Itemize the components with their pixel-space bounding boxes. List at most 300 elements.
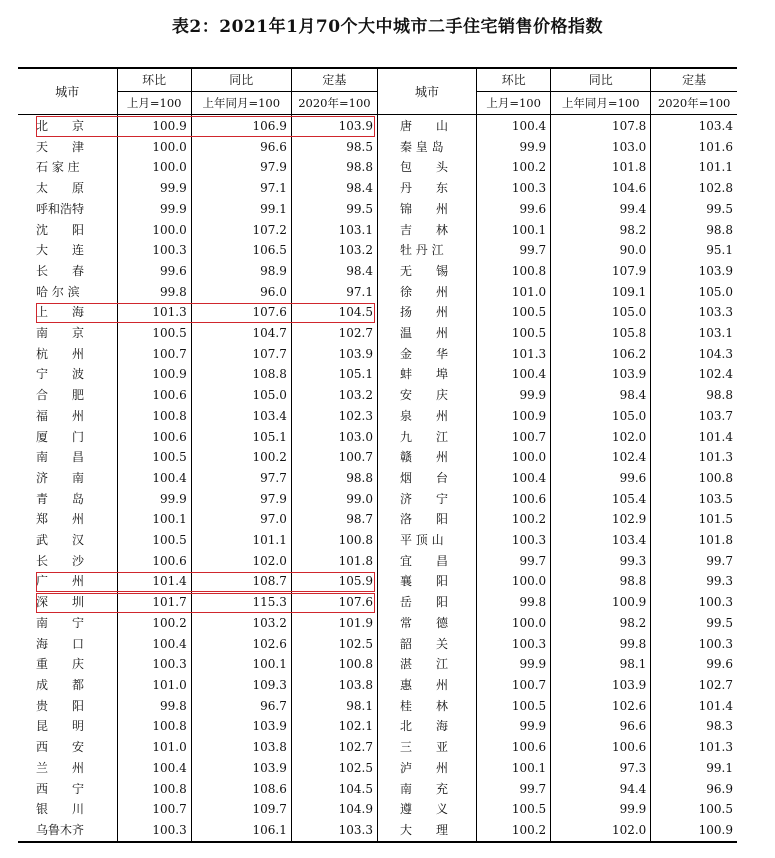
yoy-cell: 103.2 — [191, 613, 291, 634]
yoy-cell: 99.9 — [551, 799, 651, 820]
yoy-cell: 105.8 — [551, 323, 651, 344]
mom-cell: 100.6 — [477, 737, 551, 758]
fixed-cell: 99.3 — [706, 574, 733, 589]
mom-cell: 100.9 — [117, 115, 191, 137]
fixed-cell: 104.5 — [291, 779, 377, 800]
table-row — [18, 468, 737, 489]
mom-cell: 100.3 — [477, 178, 551, 199]
yoy-cell: 108.7 — [191, 571, 291, 592]
yoy-cell: 109.1 — [551, 282, 651, 303]
yoy-cell: 97.0 — [191, 509, 291, 530]
mom-cell: 100.5 — [477, 302, 551, 323]
yoy-cell: 102.6 — [551, 696, 651, 717]
fixed-cell: 99.6 — [706, 657, 733, 672]
city-cell: 合 肥 — [18, 385, 117, 406]
yoy-cell: 102.0 — [551, 427, 651, 448]
table-row — [18, 737, 737, 758]
header-fixed-left: 定基 — [291, 68, 377, 92]
table-row — [18, 240, 737, 261]
fixed-cell: 101.6 — [698, 139, 733, 154]
fixed-cell: 100.8 — [291, 530, 377, 551]
fixed-cell: 103.5 — [698, 491, 733, 506]
mom-cell: 100.6 — [117, 427, 191, 448]
mom-cell: 100.8 — [477, 261, 551, 282]
mom-cell: 100.3 — [477, 634, 551, 655]
table-row — [18, 302, 737, 323]
table-row — [18, 261, 737, 282]
city-cell: 上 海 — [18, 302, 117, 323]
mom-cell: 100.4 — [117, 634, 191, 655]
fixed-cell: 103.7 — [698, 408, 733, 423]
mom-cell: 99.9 — [477, 654, 551, 675]
yoy-cell: 105.0 — [551, 406, 651, 427]
city-cell: 安 庆 — [377, 385, 476, 406]
city-cell: 长 沙 — [18, 551, 117, 572]
fixed-cell: 98.5 — [291, 137, 377, 158]
mom-cell: 100.1 — [477, 220, 551, 241]
fixed-cell: 102.1 — [291, 716, 377, 737]
table-row — [18, 530, 737, 551]
yoy-cell: 104.6 — [551, 178, 651, 199]
mom-cell: 100.2 — [477, 509, 551, 530]
table-row — [18, 220, 737, 241]
yoy-cell: 102.0 — [551, 820, 651, 842]
mom-cell: 100.8 — [117, 779, 191, 800]
table-row — [18, 613, 737, 634]
yoy-cell: 98.1 — [551, 654, 651, 675]
yoy-cell: 101.1 — [191, 530, 291, 551]
mom-cell: 100.7 — [477, 675, 551, 696]
fixed-cell: 107.6 — [291, 592, 377, 613]
mom-cell: 100.1 — [117, 509, 191, 530]
fixed-cell: 99.7 — [706, 553, 733, 568]
fixed-cell: 102.3 — [291, 406, 377, 427]
city-cell: 锦 州 — [377, 199, 476, 220]
city-cell: 南 充 — [377, 779, 476, 800]
mom-cell: 100.7 — [117, 344, 191, 365]
yoy-cell: 103.9 — [191, 758, 291, 779]
table-row — [18, 758, 737, 779]
city-cell: 丹 东 — [377, 178, 476, 199]
city-cell: 长 春 — [18, 261, 117, 282]
yoy-cell: 103.4 — [191, 406, 291, 427]
city-cell: 海 口 — [18, 634, 117, 655]
fixed-cell: 101.8 — [698, 533, 733, 548]
fixed-cell: 103.2 — [291, 240, 377, 261]
mom-cell: 100.4 — [117, 758, 191, 779]
table-row — [18, 344, 737, 365]
yoy-cell: 98.9 — [191, 261, 291, 282]
price-index-table — [18, 67, 737, 843]
mom-cell: 100.9 — [477, 406, 551, 427]
fixed-cell: 100.3 — [698, 595, 733, 610]
mom-cell: 101.3 — [117, 302, 191, 323]
city-cell: 哈 尔 滨 — [18, 282, 117, 303]
header-city-left: 城市 — [18, 68, 117, 115]
mom-cell: 100.0 — [117, 220, 191, 241]
yoy-cell: 100.1 — [191, 654, 291, 675]
yoy-cell: 103.9 — [551, 364, 651, 385]
fixed-cell: 100.8 — [698, 470, 733, 485]
fixed-cell: 98.4 — [291, 261, 377, 282]
header-mom-base-left: 上月=100 — [117, 92, 191, 115]
city-cell: 岳 阳 — [377, 592, 476, 613]
fixed-cell: 96.9 — [706, 781, 733, 796]
fixed-cell: 100.9 — [651, 820, 737, 842]
yoy-cell: 96.7 — [191, 696, 291, 717]
mom-cell: 100.9 — [117, 364, 191, 385]
fixed-cell: 103.3 — [698, 305, 733, 320]
fixed-cell: 102.8 — [698, 181, 733, 196]
yoy-cell: 102.9 — [551, 509, 651, 530]
fixed-cell: 103.9 — [698, 263, 733, 278]
fixed-cell: 100.3 — [698, 636, 733, 651]
mom-cell: 101.7 — [117, 592, 191, 613]
mom-cell: 99.7 — [477, 779, 551, 800]
mom-cell: 100.3 — [477, 530, 551, 551]
mom-cell: 101.4 — [117, 571, 191, 592]
mom-cell: 101.0 — [477, 282, 551, 303]
city-cell: 三 亚 — [377, 737, 476, 758]
fixed-cell: 102.7 — [291, 737, 377, 758]
yoy-cell: 106.9 — [191, 115, 291, 137]
city-cell: 南 昌 — [18, 447, 117, 468]
yoy-cell: 102.4 — [551, 447, 651, 468]
city-cell: 银 川 — [18, 799, 117, 820]
fixed-cell: 98.1 — [291, 696, 377, 717]
table-row — [18, 509, 737, 530]
fixed-cell: 103.9 — [291, 115, 377, 137]
fixed-cell: 105.9 — [291, 571, 377, 592]
table-row — [18, 115, 737, 137]
yoy-cell: 115.3 — [191, 592, 291, 613]
city-cell: 昆 明 — [18, 716, 117, 737]
yoy-cell: 99.8 — [551, 634, 651, 655]
fixed-cell: 104.9 — [291, 799, 377, 820]
yoy-cell: 90.0 — [551, 240, 651, 261]
fixed-cell: 98.8 — [291, 468, 377, 489]
mom-cell: 99.9 — [477, 137, 551, 158]
fixed-cell: 98.4 — [291, 178, 377, 199]
table-row — [18, 282, 737, 303]
mom-cell: 100.8 — [117, 406, 191, 427]
mom-cell: 101.3 — [477, 344, 551, 365]
table-row — [18, 157, 737, 178]
header-yoy-base-left: 上年同月=100 — [191, 92, 291, 115]
city-cell: 泸 州 — [377, 758, 476, 779]
fixed-cell: 101.1 — [698, 160, 733, 175]
mom-cell: 100.4 — [477, 115, 551, 137]
yoy-cell: 103.9 — [191, 716, 291, 737]
fixed-cell: 104.3 — [698, 346, 733, 361]
fixed-cell: 98.8 — [291, 157, 377, 178]
city-cell: 天 津 — [18, 137, 117, 158]
mom-cell: 100.5 — [117, 323, 191, 344]
yoy-cell: 102.6 — [191, 634, 291, 655]
fixed-cell: 103.2 — [291, 385, 377, 406]
yoy-cell: 100.6 — [551, 737, 651, 758]
fixed-cell: 103.4 — [698, 119, 733, 133]
mom-cell: 99.7 — [477, 551, 551, 572]
mom-cell: 100.3 — [117, 820, 191, 842]
yoy-cell: 107.9 — [551, 261, 651, 282]
table-row — [18, 571, 737, 592]
yoy-cell: 100.9 — [551, 592, 651, 613]
mom-cell: 100.5 — [477, 323, 551, 344]
table-row — [18, 385, 737, 406]
mom-cell: 100.5 — [477, 696, 551, 717]
table-row — [18, 820, 737, 842]
city-cell: 北 京 — [18, 115, 117, 137]
city-cell: 平 顶 山 — [377, 530, 476, 551]
mom-cell: 100.5 — [477, 799, 551, 820]
mom-cell: 100.2 — [477, 157, 551, 178]
table-row — [18, 634, 737, 655]
fixed-cell: 104.5 — [291, 302, 377, 323]
yoy-cell: 96.6 — [551, 716, 651, 737]
mom-cell: 100.2 — [477, 820, 551, 842]
fixed-cell: 101.5 — [698, 512, 733, 527]
fixed-cell: 98.7 — [291, 509, 377, 530]
city-cell: 杭 州 — [18, 344, 117, 365]
city-cell: 无 锡 — [377, 261, 476, 282]
header-mom-base-right: 上月=100 — [477, 92, 551, 115]
yoy-cell: 94.4 — [551, 779, 651, 800]
table-row — [18, 779, 737, 800]
yoy-cell: 97.9 — [191, 489, 291, 510]
yoy-cell: 100.2 — [191, 447, 291, 468]
city-cell: 襄 阳 — [377, 571, 476, 592]
city-cell: 温 州 — [377, 323, 476, 344]
mom-cell: 100.7 — [117, 799, 191, 820]
mom-cell: 101.0 — [117, 675, 191, 696]
yoy-cell: 97.9 — [191, 157, 291, 178]
yoy-cell: 105.0 — [551, 302, 651, 323]
header-fixed-base-left: 2020年=100 — [291, 92, 377, 115]
table-row — [18, 551, 737, 572]
mom-cell: 100.0 — [117, 137, 191, 158]
table-row — [18, 199, 737, 220]
mom-cell: 99.9 — [117, 178, 191, 199]
mom-cell: 99.7 — [477, 240, 551, 261]
mom-cell: 100.6 — [117, 385, 191, 406]
city-cell: 韶 关 — [377, 634, 476, 655]
mom-cell: 100.6 — [477, 489, 551, 510]
mom-cell: 99.6 — [117, 261, 191, 282]
city-cell: 太 原 — [18, 178, 117, 199]
fixed-cell: 102.4 — [698, 367, 733, 382]
city-cell: 福 州 — [18, 406, 117, 427]
city-cell: 宜 昌 — [377, 551, 476, 572]
fixed-cell: 105.0 — [698, 284, 733, 299]
city-cell: 沈 阳 — [18, 220, 117, 241]
table-row — [18, 364, 737, 385]
yoy-cell: 109.7 — [191, 799, 291, 820]
mom-cell: 100.3 — [117, 654, 191, 675]
city-cell: 湛 江 — [377, 654, 476, 675]
yoy-cell: 108.8 — [191, 364, 291, 385]
yoy-cell: 96.0 — [191, 282, 291, 303]
mom-cell: 99.9 — [117, 489, 191, 510]
city-cell: 西 安 — [18, 737, 117, 758]
table-row — [18, 447, 737, 468]
mom-cell: 100.1 — [477, 758, 551, 779]
fixed-cell: 101.3 — [698, 740, 733, 755]
fixed-cell: 103.3 — [291, 820, 377, 842]
yoy-cell: 107.6 — [191, 302, 291, 323]
table-row — [18, 592, 737, 613]
yoy-cell: 103.4 — [551, 530, 651, 551]
fixed-cell: 103.9 — [291, 344, 377, 365]
mom-cell: 100.0 — [477, 613, 551, 634]
fixed-cell: 99.0 — [291, 489, 377, 510]
fixed-cell: 97.1 — [291, 282, 377, 303]
yoy-cell: 103.8 — [191, 737, 291, 758]
city-cell: 吉 林 — [377, 220, 476, 241]
city-cell: 青 岛 — [18, 489, 117, 510]
city-cell: 西 宁 — [18, 779, 117, 800]
city-cell: 北 海 — [377, 716, 476, 737]
yoy-cell: 98.2 — [551, 613, 651, 634]
header-mom-right: 环比 — [477, 68, 551, 92]
mom-cell: 99.8 — [477, 592, 551, 613]
yoy-cell: 98.4 — [551, 385, 651, 406]
fixed-cell: 105.1 — [291, 364, 377, 385]
table-row — [18, 716, 737, 737]
mom-cell: 100.5 — [117, 447, 191, 468]
fixed-cell: 102.7 — [291, 323, 377, 344]
yoy-cell: 106.2 — [551, 344, 651, 365]
mom-cell: 99.8 — [117, 696, 191, 717]
city-cell: 徐 州 — [377, 282, 476, 303]
yoy-cell: 104.7 — [191, 323, 291, 344]
city-cell: 南 宁 — [18, 613, 117, 634]
mom-cell: 99.6 — [477, 199, 551, 220]
city-cell: 成 都 — [18, 675, 117, 696]
fixed-cell: 99.5 — [706, 615, 733, 630]
fixed-cell: 100.8 — [291, 654, 377, 675]
header-yoy-left: 同比 — [191, 68, 291, 92]
mom-cell: 99.9 — [477, 716, 551, 737]
table-row — [18, 323, 737, 344]
yoy-cell: 99.1 — [191, 199, 291, 220]
table-row — [18, 489, 737, 510]
fixed-cell: 101.3 — [698, 450, 733, 465]
header-city-right: 城市 — [377, 68, 476, 115]
city-cell: 广 州 — [18, 571, 117, 592]
fixed-cell: 95.1 — [706, 243, 733, 258]
city-cell: 九 江 — [377, 427, 476, 448]
yoy-cell: 98.8 — [551, 571, 651, 592]
city-cell: 南 京 — [18, 323, 117, 344]
mom-cell: 100.0 — [477, 447, 551, 468]
fixed-cell: 101.9 — [291, 613, 377, 634]
city-cell: 武 汉 — [18, 530, 117, 551]
yoy-cell: 108.6 — [191, 779, 291, 800]
city-cell: 烟 台 — [377, 468, 476, 489]
yoy-cell: 97.1 — [191, 178, 291, 199]
fixed-cell: 98.8 — [706, 222, 733, 237]
yoy-cell: 105.0 — [191, 385, 291, 406]
mom-cell: 99.9 — [117, 199, 191, 220]
mom-cell: 100.6 — [117, 551, 191, 572]
yoy-cell: 102.0 — [191, 551, 291, 572]
table-row — [18, 427, 737, 448]
table-row — [18, 654, 737, 675]
yoy-cell: 98.2 — [551, 220, 651, 241]
yoy-cell: 101.8 — [551, 157, 651, 178]
city-cell: 秦 皇 岛 — [377, 137, 476, 158]
yoy-cell: 96.6 — [191, 137, 291, 158]
fixed-cell: 100.5 — [698, 802, 733, 817]
city-cell: 大 连 — [18, 240, 117, 261]
city-cell: 蚌 埠 — [377, 364, 476, 385]
fixed-cell: 103.0 — [291, 427, 377, 448]
fixed-cell: 101.4 — [698, 698, 733, 713]
fixed-cell: 101.4 — [698, 429, 733, 444]
yoy-cell: 103.0 — [551, 137, 651, 158]
yoy-cell: 105.1 — [191, 427, 291, 448]
mom-cell: 99.8 — [117, 282, 191, 303]
mom-cell: 100.2 — [117, 613, 191, 634]
header-fixed-right: 定基 — [651, 68, 737, 92]
city-cell: 洛 阳 — [377, 509, 476, 530]
city-cell: 唐 山 — [377, 115, 476, 137]
city-cell: 大 理 — [377, 820, 476, 842]
yoy-cell: 99.4 — [551, 199, 651, 220]
city-cell: 呼和浩特 — [18, 199, 117, 220]
city-cell: 赣 州 — [377, 447, 476, 468]
header-mom-left: 环比 — [117, 68, 191, 92]
yoy-cell: 109.3 — [191, 675, 291, 696]
city-cell: 遵 义 — [377, 799, 476, 820]
city-cell: 牡 丹 江 — [377, 240, 476, 261]
city-cell: 济 宁 — [377, 489, 476, 510]
city-cell: 贵 阳 — [18, 696, 117, 717]
city-cell: 乌鲁木齐 — [18, 820, 117, 842]
city-cell: 金 华 — [377, 344, 476, 365]
yoy-cell: 99.6 — [551, 468, 651, 489]
city-cell: 泉 州 — [377, 406, 476, 427]
city-cell: 重 庆 — [18, 654, 117, 675]
mom-cell: 100.3 — [117, 240, 191, 261]
table-row — [18, 799, 737, 820]
fixed-cell: 103.1 — [698, 326, 733, 341]
header-yoy-right: 同比 — [551, 68, 651, 92]
fixed-cell: 102.5 — [291, 634, 377, 655]
mom-cell: 101.0 — [117, 737, 191, 758]
yoy-cell: 106.5 — [191, 240, 291, 261]
fixed-cell: 100.7 — [291, 447, 377, 468]
mom-cell: 100.0 — [477, 571, 551, 592]
yoy-cell: 107.2 — [191, 220, 291, 241]
yoy-cell: 97.3 — [551, 758, 651, 779]
yoy-cell: 99.3 — [551, 551, 651, 572]
table-row — [18, 137, 737, 158]
city-cell: 兰 州 — [18, 758, 117, 779]
mom-cell: 100.4 — [117, 468, 191, 489]
fixed-cell: 103.8 — [291, 675, 377, 696]
table-row — [18, 696, 737, 717]
fixed-cell: 98.3 — [706, 719, 733, 734]
fixed-cell: 99.1 — [706, 760, 733, 775]
city-cell: 宁 波 — [18, 364, 117, 385]
table-title: 表2：2021年1月70个大中城市二手住宅销售价格指数 — [171, 17, 604, 37]
city-cell: 扬 州 — [377, 302, 476, 323]
fixed-cell: 103.1 — [291, 220, 377, 241]
city-cell: 桂 林 — [377, 696, 476, 717]
header-yoy-base-right: 上年同月=100 — [551, 92, 651, 115]
